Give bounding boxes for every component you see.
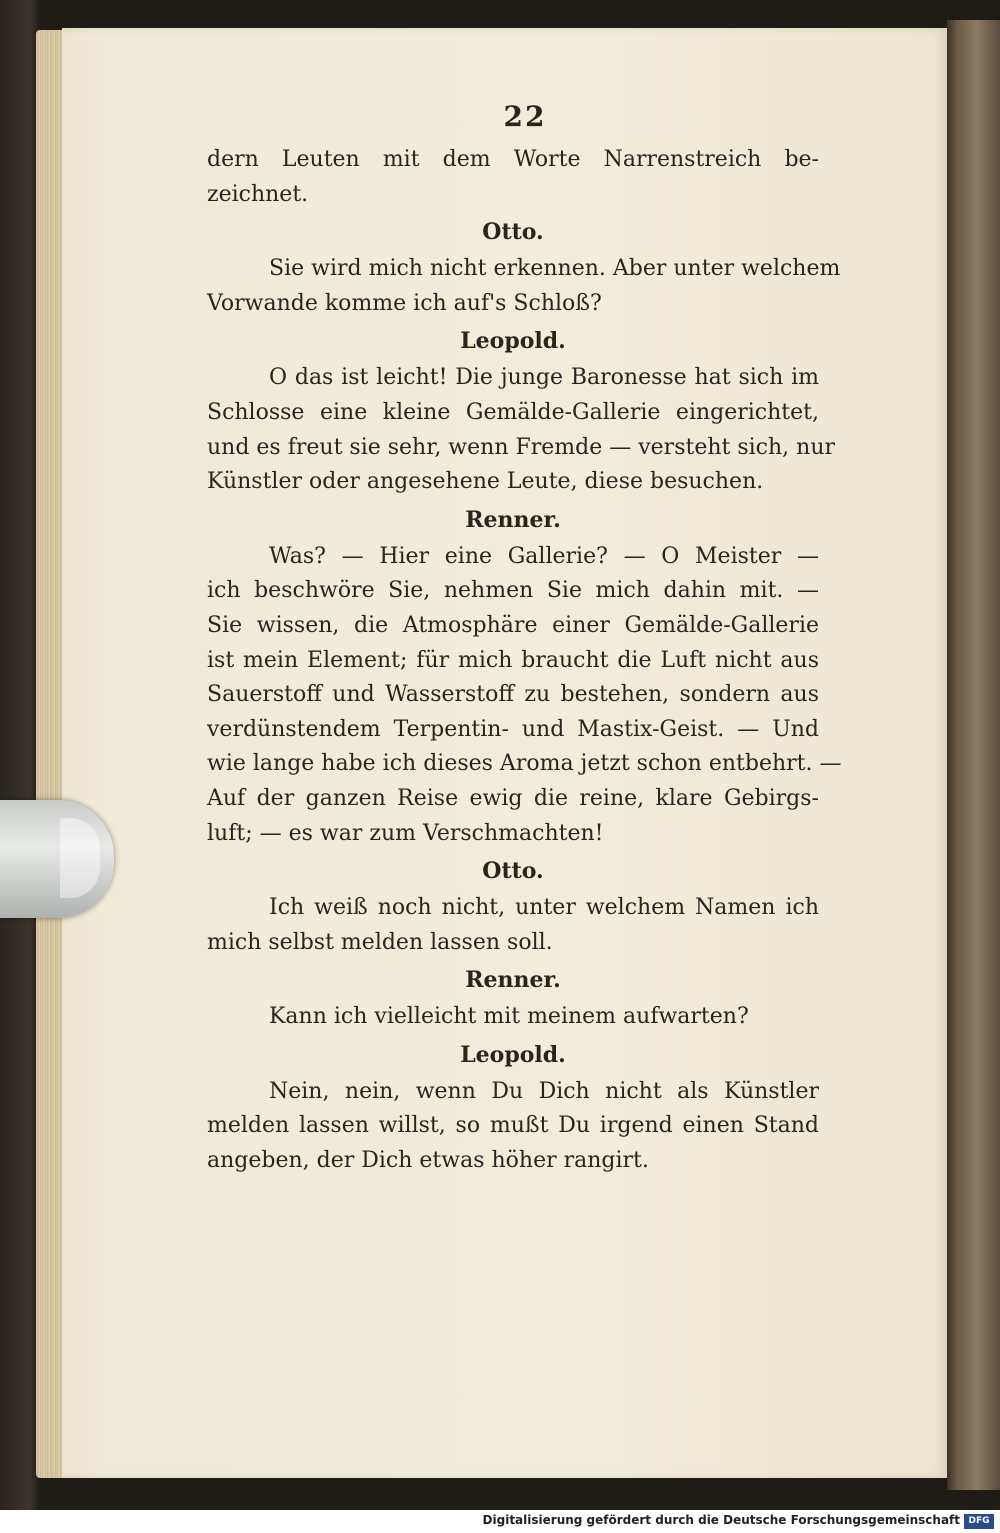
text-line: melden lassen willst, so mußt Du irgend einen Stand <box>207 1113 819 1139</box>
text-line: wie lange habe ich dieses Aroma jetzt schon entbehrt. — <box>207 751 842 777</box>
text-line: Sauerstoff und Wasserstoff zu bestehen, sondern aus <box>207 682 819 708</box>
page-text <box>207 100 842 1179</box>
facing-page-edge <box>947 20 1000 1490</box>
text-line: Ich weiß noch nicht, unter welchem Namen ich <box>269 895 819 921</box>
speaker-name: Renner. <box>465 967 561 994</box>
text-line: Schlosse eine kleine Gemälde-Gallerie eingerichtet, <box>207 399 819 425</box>
text-line: Vorwande komme ich auf's Schloß? <box>207 290 602 316</box>
text-line: mich selbst melden lassen soll. <box>207 929 553 955</box>
text-line: Sie wissen, die Atmosphäre einer Gemälde-Gallerie <box>207 612 819 638</box>
footer-credit: Digitalisierung gefördert durch die Deutsche Forschungsgemeinschaft <box>482 1513 960 1527</box>
text-line: zeichnet. <box>207 181 309 207</box>
dfg-logo: DFG <box>964 1514 994 1529</box>
page-number: 22 <box>503 100 547 133</box>
footer-bar <box>0 1510 1000 1533</box>
text-line: und es freut sie sehr, wenn Fremde — versteht sich, nur <box>207 434 836 460</box>
text-line: Künstler oder angesehene Leute, diese besuchen. <box>207 469 764 495</box>
text-line: ist mein Element; für mich braucht die Luft nicht aus <box>207 647 819 673</box>
text-line: ich beschwöre Sie, nehmen Sie mich dahin mit. — <box>207 578 819 604</box>
text-line: Kann ich vielleicht mit meinem aufwarten? <box>269 1004 749 1030</box>
text-line: Sie wird mich nicht erkennen. Aber unter welchem <box>269 256 841 282</box>
page-clip <box>0 800 114 918</box>
text-line: dern Leuten mit dem Worte Narrenstreich be- <box>207 147 819 172</box>
text-line: luft; — es war zum Verschmachten! <box>207 820 604 846</box>
text-line: verdünstendem Terpentin- und Mastix-Geist. — Und <box>207 716 819 742</box>
text-line: O das ist leicht! Die junge Baronesse hat sich im <box>269 365 819 391</box>
text-line: angeben, der Dich etwas höher rangirt. <box>207 1148 649 1174</box>
speaker-name: Leopold. <box>460 328 566 355</box>
text-blocks <box>207 143 842 1179</box>
speaker-name: Otto. <box>482 858 544 885</box>
speaker-name: Otto. <box>482 219 544 246</box>
text-line: Auf der ganzen Reise ewig die reine, klare Gebirgs- <box>207 785 819 811</box>
text-line: Nein, nein, wenn Du Dich nicht als Künstler <box>269 1078 819 1104</box>
speaker-name: Leopold. <box>460 1041 566 1068</box>
speaker-name: Renner. <box>465 506 561 533</box>
text-line: Was? — Hier eine Gallerie? — O Meister — <box>269 543 819 569</box>
